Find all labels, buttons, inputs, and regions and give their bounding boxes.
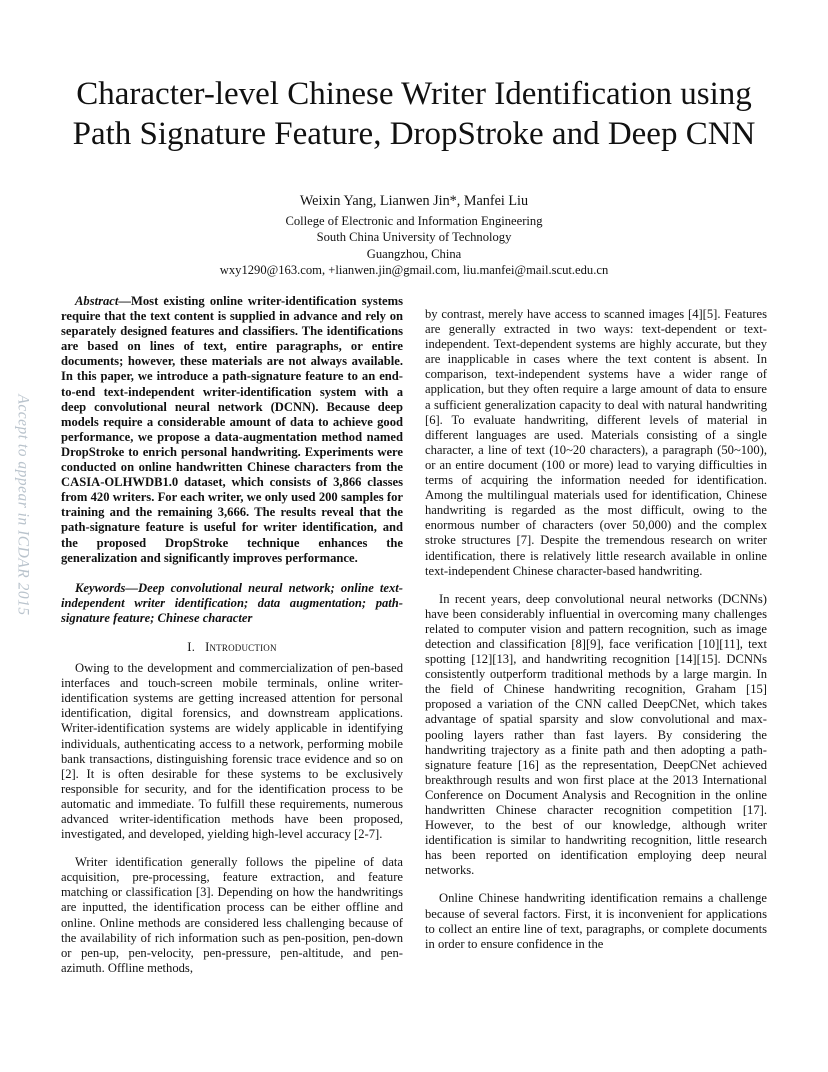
author-list: Weixin Yang, Lianwen Jin*, Manfei Liu xyxy=(299,193,529,209)
keywords-label: Keywords xyxy=(75,580,126,595)
side-watermark xyxy=(8,395,38,615)
affiliation-university: South China University of Technology xyxy=(316,230,512,245)
body-paragraph-1: Owing to the development and commercialization of pen-based interfaces and touch-screen mobile terminals, online writer-identification systems are getting increased attention for personal identification, digital forensics, and downstream applications. Writer-identification systems are widely applicable in identifying individuals, authenticating access to a network, performing mobile bank transactions, distinguishing forensic trace evidence and so on [2]. It is often desirable for these systems to be exclusively responsible for security, and for the identification process to be automatic and immediate. To fulfill these requirements, numerous advanced writer-identification methods have been proposed, investigated, and developed, yielding high-level accuracy [2-7]. xyxy=(61,661,403,842)
affiliation-city: Guangzhou, China xyxy=(366,246,462,261)
paper-title xyxy=(40,74,788,154)
title-line-2: Path Signature Feature, DropStroke and Deep CNN xyxy=(72,116,756,152)
section-title: Introduction xyxy=(205,639,277,654)
body-paragraph-4: In recent years, deep convolutional neural networks (DCNNs) have been considerably influential in overcoming many challenges related to computer vision and pattern recognition, such as image detection and classification [8][9], face verification [10][11], text spotting [12][13], and handwriting recognition [14][15]. DCNNs consistently outperform traditional methods by a large margin. In the field of Chinese handwriting recognition, Graham [15] proposed a variation of the CNN called DeepCNet, which takes advantage of spatial sparsity and slow convolutional and max-pooling layers rather than fast layers. By considering the handwriting trajectory as a finite path and then adopting a path-signature feature [16] as the representation, DeepCNet achieved breakthrough results and won first place at the 2013 International Conference on Document Analysis and Recognition in the online handwritten Chinese character recognition competition [17]. However, to the best of our knowledge, although writer identification is similar to handwriting recognition, little research has been reported on identification employing deep neural networks. xyxy=(425,591,767,878)
author-emails: wxy1290@163.com, +lianwen.jin@gmail.com, liu.manfei@mail.scut.edu.cn xyxy=(219,262,609,277)
keywords-text: —Deep convolutional neural network; online text-independent writer identification; data augmentation; path-signature feature; Chinese character xyxy=(61,580,403,625)
body-paragraph-3: by contrast, merely have access to scanned images [4][5]. Features are generally extracted in two ways: text-dependent or text-independent. Text-dependent systems are highly accurate, but they are inapplicable in cases where the text content is absent. In comparison, text-independent systems have a wider range of application, but they often require a large amount of data to ensure a sufficient generalization capacity to deal with natural handwriting [6]. To evaluate handwriting, different levels of material in different languages are used. Materials consisting of a single character, a line of text (10~20 characters), a paragraph (50~100), or an entire document (100 or more) lead to varying difficulties in terms of acquiring the information needed for identification. Among the multilingual materials used for identification, Chinese handwriting is regarded as the most difficult, owing to the enormous number of characters (over 50,000) and the complex stroke structures [7]. Despite the tremendous research on writer identification, there is relatively little research available in online text-independent Chinese character-based handwriting. xyxy=(425,307,767,578)
section-heading-introduction xyxy=(61,640,403,655)
body-paragraph-5: Online Chinese handwriting identification remains a challenge because of several factors. First, it is inconvenient for applications to collect an entire line of text, paragraphs, or complete documents in order to ensure confidence in the xyxy=(425,891,767,951)
keywords-paragraph xyxy=(61,581,403,626)
section-number: I. xyxy=(187,639,196,654)
body-paragraph-2: Writer identification generally follows the pipeline of data acquisition, pre-processing, feature extraction, and feature matching or classification [3]. Depending on how the handwritings are inputted, the identification process can be either offline and online. Online methods are considered less challenging because of the availability of rich information such as pen-position, pen-down or pen-up, pen-velocity, pen-pressure, pen-altitude, and pen-azimuth. Offline methods, xyxy=(61,855,403,975)
abstract-text: —Most existing online writer-identification systems require that the text content is supplied in advance and rely on separately designed features and classifiers. The identifications are based on lines of text, entire paragraphs, or entire documents; however, these materials are not always available. In this paper, we introduce a path-signature feature to an end-to-end text-independent writer-identification system with a deep convolutional neural network (DCNN). Because deep models require a considerable amount of data to achieve good performance, we propose a data-augmentation method named DropStroke to enrich personal handwriting. Experiments were conducted on online handwritten Chinese characters from the CASIA-OLHWDB1.0 dataset, which consists of 3,866 classes from 420 writers. For each writer, we only used 200 samples for training and the remaining 3,666. The results reveal that the path-signature feature is useful for writer identification, and the proposed DropStroke technique enhances the generalization and significantly improves performance. xyxy=(61,294,403,565)
left-column xyxy=(61,294,403,976)
watermark-text: Accept to appear in ICDAR 2015 xyxy=(15,394,33,616)
right-column xyxy=(425,307,767,952)
title-line-1: Character-level Chinese Writer Identification using xyxy=(76,76,752,112)
affiliation-college: College of Electronic and Information Engineering xyxy=(285,214,543,228)
abstract-label: Abstract xyxy=(75,294,119,308)
affiliation-block xyxy=(40,213,788,278)
abstract-paragraph xyxy=(61,294,403,566)
